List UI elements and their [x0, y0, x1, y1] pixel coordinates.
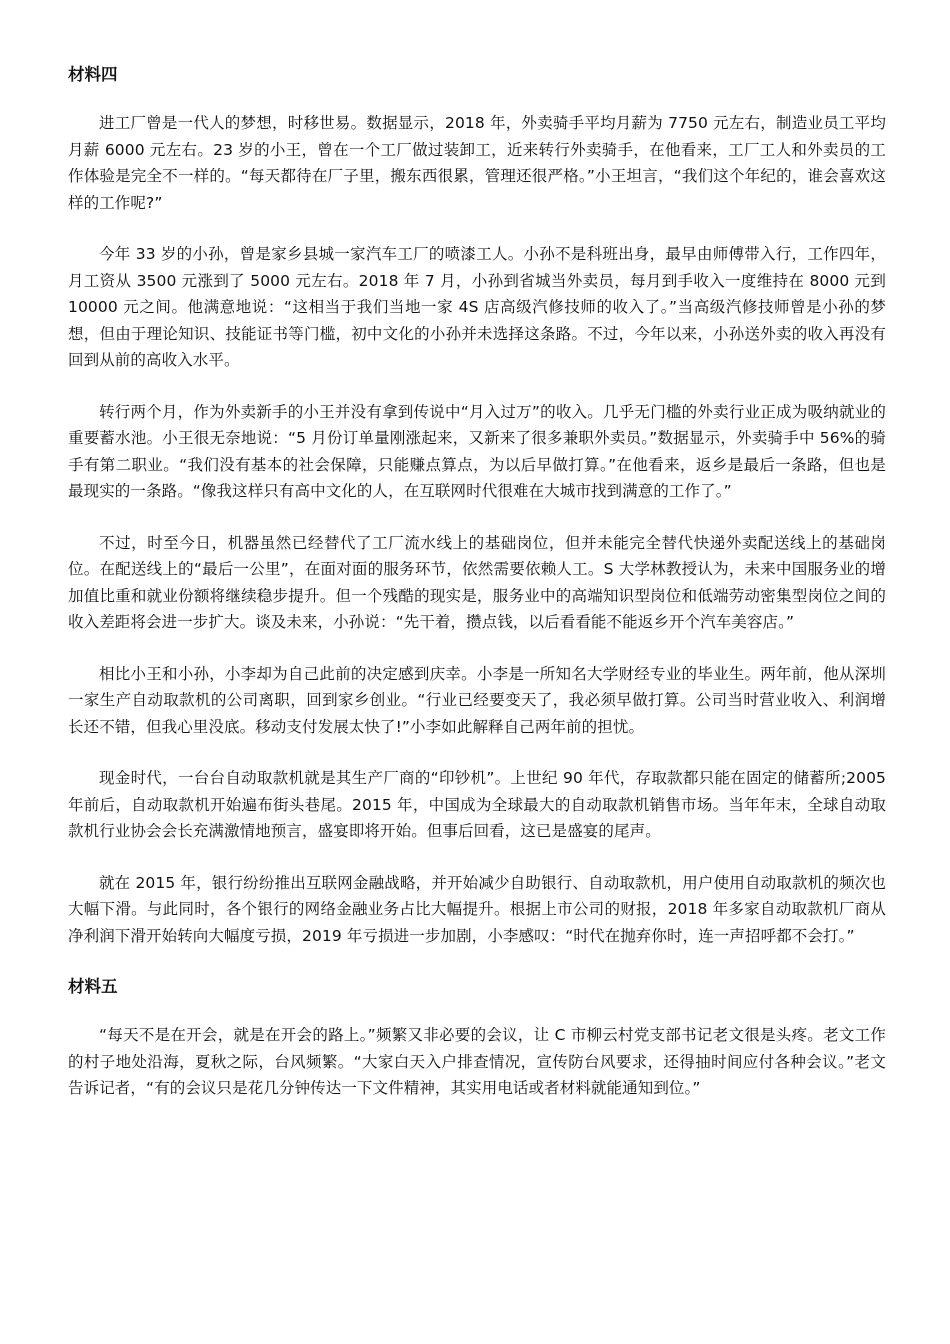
paragraph: 转行两个月，作为外卖新手的小王并没有拿到传说中“月入过万”的收入。几乎无门槛的外卖行业正成为吸纳就业的重要蓄水池。小王很无奈地说：“5 月份订单量刚涨起来，又新来了很多兼职外卖员。”数据显示，外卖骑手中 56%的骑手有第二职业。“我们没有基本的社会保障，只能赚点算点，为以后早做打算。”在他看来，返乡是最后一条路，但也是最现实的一条路。“像我这样只有高中文化的人，在互联网时代很难在大城市找到满意的工作了。”: [68, 402, 886, 500]
paragraph: 今年 33 岁的小孙，曾是家乡县城一家汽车工厂的喷漆工人。小孙不是科班出身，最早由师傅带入行，工作四年，月工资从 3500 元涨到了 5000 元左右。2018 年 7 月，小孙到省城当外卖员，每月到手收入一度维持在 8000 元到 10000 元之间。他满意地说：“这相当于我们当地一家 4S 店高级汽修技师的收入了。”当高级汽修技师曾是小孙的梦想，但由于理论知识、技能证书等门槛，初中文化的小孙并未选择这条路。不过，今年以来，小孙送外卖的收入再没有回到从前的高收入水平。: [68, 245, 886, 369]
paragraph: 进工厂曾是一代人的梦想，时移世易。数据显示，2018 年，外卖骑手平均月薪为 7750 元左右，制造业员工平均月薪 6000 元左右。23 岁的小王，曾在一个工厂做过装卸工，近来转行外卖骑手，在他看来，工厂工人和外卖员的工作体验是完全不一样的。“每天都待在厂子里，搬东西很累，管理还很严格。”小王坦言，“我们这个年纪的，谁会喜欢这样的工作呢?”: [68, 114, 886, 212]
document-page: [68, 62, 886, 1127]
paragraph: 相比小王和小孙，小李却为自己此前的决定感到庆幸。小李是一所知名大学财经专业的毕业生。两年前，他从深圳一家生产自动取款机的公司离职，回到家乡创业。“行业已经要变天了，我必须早做打算。公司当时营业收入、利润增长还不错，但我心里没底。移动支付发展太快了!”小李如此解释自己两年前的担忧。: [68, 664, 886, 736]
paragraph: 现金时代，一台台自动取款机就是其生产厂商的“印钞机”。上世纪 90 年代，存取款都只能在固定的储蓄所;2005 年前后，自动取款机开始遍布街头巷尾。2015 年，中国成为全球最大的自动取款机销售市场。当年年末，全球自动取款机行业协会会长充满激情地预言，盛宴即将开始。但事后回看，这已是盛宴的尾声。: [68, 769, 886, 840]
paragraph: “每天不是在开会，就是在开会的路上。”频繁又非必要的会议，让 C 市柳云村党支部书记老文很是头疼。老文工作的村子地处沿海，夏秋之际，台风频繁。“大家白天入户排查情况，宣传防台风要求，还得抽时间应付各种会议。”老文告诉记者，“有的会议只是花几分钟传达一下文件精神，其实用电话或者材料就能通知到位。”: [68, 1026, 886, 1097]
section-heading-material-5: 材料五: [68, 977, 118, 996]
paragraph: 就在 2015 年，银行纷纷推出互联网金融战略，并开始减少自助银行、自动取款机，用户使用自动取款机的频次也大幅下滑。与此同时，各个银行的网络金融业务占比大幅提升。根据上市公司的财报，2018 年多家自动取款机厂商从净利润下滑开始转向大幅度亏损，2019 年亏损进一步加剧，小李感叹：“时代在抛弃你时，连一声招呼都不会打。”: [68, 873, 886, 945]
section-heading-material-4: 材料四: [68, 65, 118, 84]
paragraph: 不过，时至今日，机器虽然已经替代了工厂流水线上的基础岗位，但并未能完全替代快递外卖配送线上的基础岗位。在配送线上的“最后一公里”，在面对面的服务环节，依然需要依赖人工。S 大学林教授认为，未来中国服务业的增加值比重和就业份额将继续稳步提升。但一个残酷的现实是，服务业中的高端知识型岗位和低端劳动密集型岗位之间的收入差距将会进一步扩大。谈及未来，小孙说：“先干着，攒点钱，以后看看能不能返乡开个汽车美容店。”: [68, 533, 886, 631]
